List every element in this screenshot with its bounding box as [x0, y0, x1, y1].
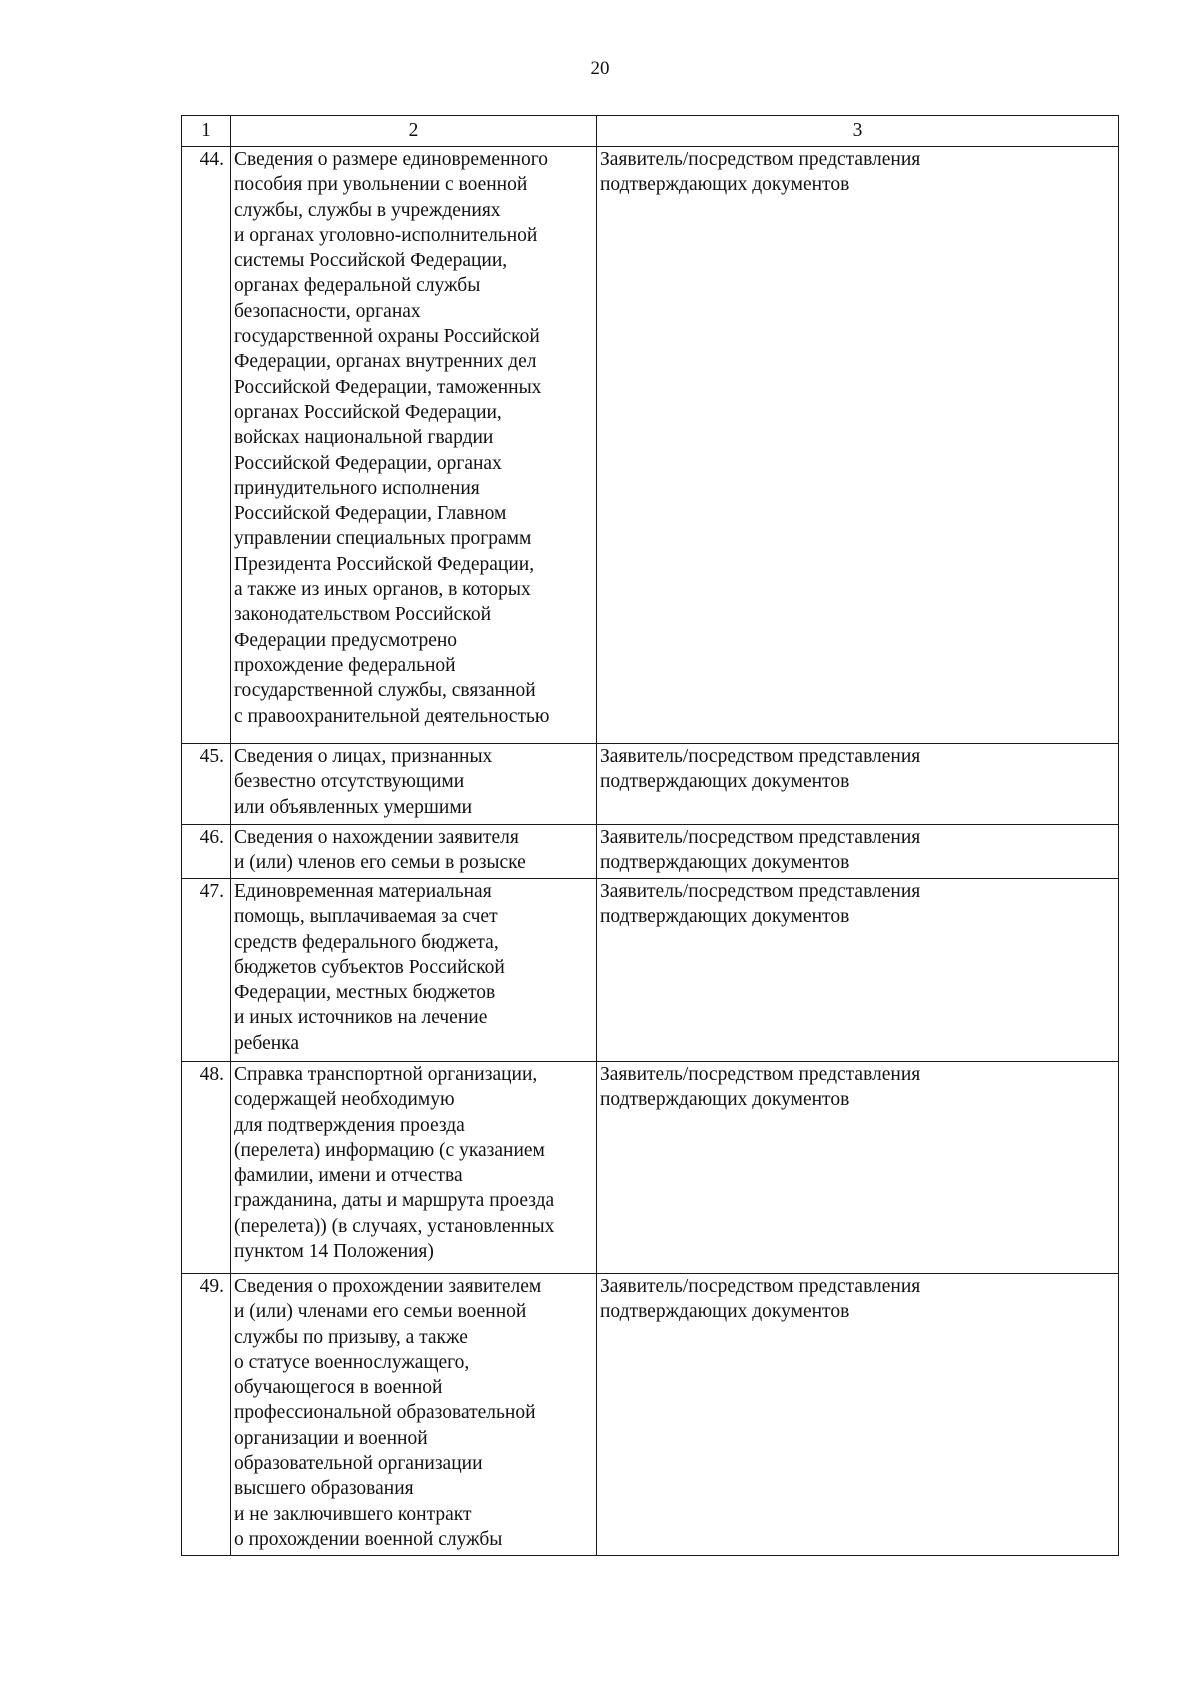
row-description	[231, 879, 597, 1062]
description-text: Справка транспортной организации, содержащей необходимую для подтверждения проезда (перелета) информацию (с указанием фамилии, имени и отчества гражданина, даты и маршрута проезда (перелета)) (в случаях, установленных пунктом 14 Положения)	[234, 1064, 555, 1263]
source-text: Заявитель/посредством представления подтверждающих документов	[600, 149, 921, 196]
source-text: Заявитель/посредством представления подтверждающих документов	[600, 746, 921, 793]
table-row	[182, 1274, 1119, 1556]
description-text: Единовременная материальная помощь, выплачиваемая за счет средств федерального бюджета, бюджетов субъектов Российской Федерации, местных бюджетов и иных источников на лечение ребенка	[234, 881, 505, 1054]
description-text: Сведения о лицах, признанных безвестно отсутствующими или объявленных умершими	[234, 746, 493, 818]
requirements-table	[181, 115, 1119, 1556]
row-description	[231, 825, 597, 879]
column-header-description: 2	[231, 116, 597, 147]
table-row	[182, 744, 1119, 825]
table-row	[182, 879, 1119, 1062]
row-number: 47.	[182, 879, 231, 1062]
source-text: Заявитель/посредством представления подтверждающих документов	[600, 1064, 921, 1111]
row-source	[597, 744, 1119, 825]
table-row	[182, 825, 1119, 879]
row-source	[597, 879, 1119, 1062]
column-header-number: 1	[182, 116, 231, 147]
row-source	[597, 147, 1119, 744]
table-row	[182, 147, 1119, 744]
table-row	[182, 1062, 1119, 1274]
row-number: 48.	[182, 1062, 231, 1274]
source-text: Заявитель/посредством представления подтверждающих документов	[600, 881, 921, 928]
table-header-row	[182, 116, 1119, 147]
row-description	[231, 1062, 597, 1274]
row-description	[231, 744, 597, 825]
row-number: 46.	[182, 825, 231, 879]
row-description	[231, 147, 597, 744]
row-number: 49.	[182, 1274, 231, 1556]
description-text: Сведения о нахождении заявителя и (или) членов его семьи в розыске	[234, 827, 526, 874]
row-source	[597, 1274, 1119, 1556]
page-number: 20	[590, 58, 610, 79]
row-number: 44.	[182, 147, 231, 744]
row-source	[597, 825, 1119, 879]
description-text: Сведения о прохождении заявителем и (или) членами его семьи военной службы по призыву, а также о статусе военнослужащего, обучающегося в военной профессиональной образовательной организации и военной образовательной организации высшего образования и не заключившего контракт о прохождении военной службы	[234, 1276, 542, 1550]
row-description	[231, 1274, 597, 1556]
source-text: Заявитель/посредством представления подтверждающих документов	[600, 827, 921, 874]
description-text: Сведения о размере единовременного пособия при увольнении с военной службы, службы в учреждениях и органах уголовно-исполнительной системы Российской Федерации, органах федеральной службы безопасности, органах государственной охраны Российской Федерации, органах внутренних дел Российской Федерации, таможенных органах Российской Федерации, войсках национальной гвардии Российской Федерации, органах принудительного исполнения Российской Федерации, Главном управлении специальных программ Президента Российской Федерации, а также из иных органов, в которых законодательством Российской Федерации предусмотрено прохождение федеральной государственной службы, связанной с правоохранительной деятельностью	[234, 149, 550, 727]
row-number: 45.	[182, 744, 231, 825]
row-source	[597, 1062, 1119, 1274]
column-header-source: 3	[597, 116, 1119, 147]
source-text: Заявитель/посредством представления подтверждающих документов	[600, 1276, 921, 1323]
